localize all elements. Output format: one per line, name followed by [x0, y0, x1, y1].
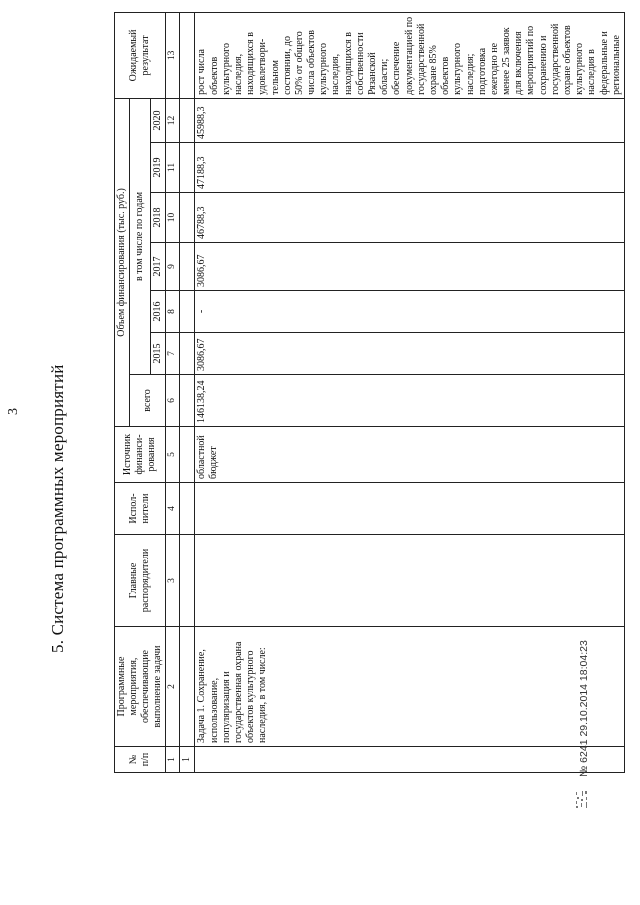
total-cell: 146138,24	[195, 375, 625, 427]
page-number: 3	[6, 408, 21, 415]
year-2020-cell: 45988,3	[195, 98, 625, 142]
table-row	[195, 12, 625, 772]
year-2017-cell: 3086,67	[195, 243, 625, 291]
header-year-2016: 2016	[151, 291, 166, 333]
row-number-strip	[180, 12, 195, 772]
header-executors: Испол-нители	[115, 483, 166, 535]
header-source: Источник финанси-рования	[115, 427, 166, 483]
registration-mark-icon	[574, 787, 590, 809]
header-total: всего	[130, 375, 166, 427]
section-title: 5. Система программных мероприятий	[48, 364, 67, 653]
column-index: 4	[166, 483, 180, 535]
column-index: 7	[166, 333, 180, 375]
header-funding: Объем финансирования (тыс. руб.)	[115, 98, 130, 426]
header-managers: Главные распорядители	[115, 535, 166, 627]
manager-cell	[195, 535, 625, 627]
header-measures: Программные мероприятия, обеспечивающие выполнение задачи	[115, 627, 166, 747]
header-year-2017: 2017	[151, 243, 166, 291]
column-index: 2	[166, 627, 180, 747]
registration-stamp: № 6241 29.10.2014 18:04:23	[578, 640, 590, 777]
header-by-years: в том числе по годам	[130, 98, 151, 374]
result-cell: рост числа объектов культурного наследия, находящихся в удовлетвори-тельном состоянии, до 50% от общего числа объектов культурного наследия, находящихся в собственности Рязанской области; обеспечение документацией по государственной охране 85% объектов культурного наследия; подготовка ежегодно не менее 25 заявок для включения мероприятий по сохранению и государственной охране объектов культурного наследия в федеральные и региональные	[195, 12, 625, 98]
year-2016-cell: -	[195, 291, 625, 333]
source-cell: областной бюджет	[195, 427, 625, 483]
column-index: 11	[166, 143, 180, 193]
executor-cell	[195, 483, 625, 535]
column-index: 5	[166, 427, 180, 483]
header-no: № п/п	[115, 747, 166, 773]
header-result: Ожидаемый результат	[115, 12, 166, 98]
column-index: 6	[166, 375, 180, 427]
year-2018-cell: 46788,3	[195, 193, 625, 243]
column-index: 9	[166, 243, 180, 291]
year-2019-cell: 47188,3	[195, 143, 625, 193]
column-index: 8	[166, 291, 180, 333]
measures-table	[114, 12, 625, 773]
column-index: 3	[166, 535, 180, 627]
row-number: 1	[180, 747, 195, 773]
measure-cell: Задача 1. Сохранение, использование, популяризация и государственная охрана объектов культурного наследия, в том числе:	[195, 627, 625, 747]
year-2015-cell: 3086,67	[195, 333, 625, 375]
header-year-2018: 2018	[151, 193, 166, 243]
column-index-row	[166, 12, 180, 772]
header-year-2019: 2019	[151, 143, 166, 193]
header-year-2015: 2015	[151, 333, 166, 375]
column-index: 10	[166, 193, 180, 243]
column-index: 12	[166, 98, 180, 142]
column-index: 1	[166, 747, 180, 773]
column-index: 13	[166, 12, 180, 98]
header-year-2020: 2020	[151, 98, 166, 142]
